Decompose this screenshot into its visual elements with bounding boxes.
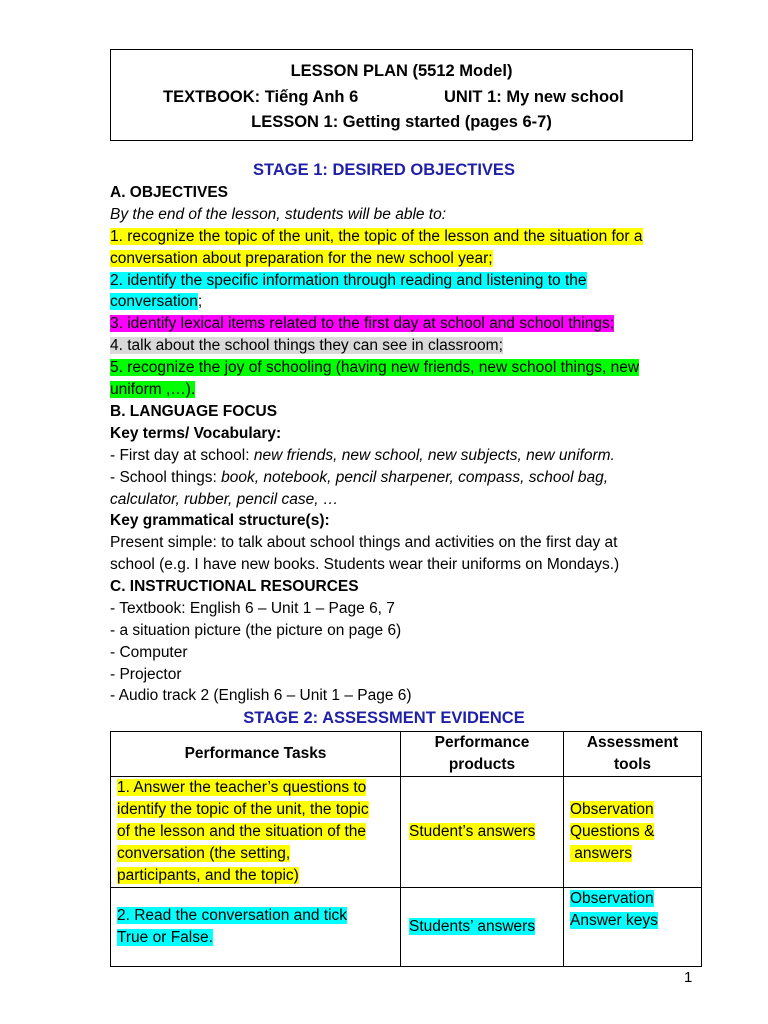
task-1-line: identify the topic of the unit, the topic bbox=[117, 801, 369, 818]
product-1-text: Student’s answers bbox=[409, 823, 536, 840]
unit-label: UNIT 1: My new school bbox=[444, 88, 624, 106]
vocabulary-1-items: new friends, new school, new subjects, new uniform. bbox=[253, 447, 615, 464]
task-cell-2 bbox=[111, 888, 401, 967]
objective-1-text-a: 1. recognize the topic of the unit, the topic of the lesson and the situation for a bbox=[110, 228, 643, 245]
task-1-line: of the lesson and the situation of the bbox=[117, 823, 367, 840]
stage1-title: STAGE 1: DESIRED OBJECTIVES bbox=[253, 161, 515, 179]
product-cell-1 bbox=[401, 777, 564, 888]
objective-1-line-b bbox=[110, 249, 493, 269]
product-2-text: Students’ answers bbox=[409, 918, 536, 935]
objective-5-line-a bbox=[110, 358, 639, 378]
resource-textbook: - Textbook: English 6 – Unit 1 – Page 6, 7 bbox=[110, 600, 395, 617]
task-2-line: 2. Read the conversation and tick bbox=[117, 907, 348, 924]
objective-5-text-a: 5. recognize the joy of schooling (having new friends, new school things, new bbox=[110, 359, 640, 376]
vocabulary-1-label: - First day at school: bbox=[110, 447, 254, 464]
task-cell-1 bbox=[111, 777, 401, 888]
objective-1-text-b: conversation about preparation for the new school year; bbox=[110, 250, 493, 267]
textbook-label: TEXTBOOK: Tiếng Anh 6 bbox=[163, 88, 359, 106]
vocabulary-2-items-a: book, notebook, pencil sharpener, compass, school bag, bbox=[221, 469, 609, 486]
vocabulary-2-items-b: calculator, rubber, pencil case, … bbox=[110, 491, 339, 508]
objective-2-line-a bbox=[110, 271, 587, 291]
stage2-title: STAGE 2: ASSESSMENT EVIDENCE bbox=[243, 709, 525, 727]
header-assessment-tools bbox=[564, 732, 702, 777]
tools-1-line: Observation bbox=[570, 801, 654, 818]
language-focus-heading: B. LANGUAGE FOCUS bbox=[110, 403, 278, 420]
tools-cell-1 bbox=[564, 777, 702, 888]
page-number: 1 bbox=[684, 969, 693, 986]
header-tools-line-a: Assessment bbox=[586, 734, 679, 751]
objective-2-text-b: conversation bbox=[110, 293, 198, 310]
resource-picture: - a situation picture (the picture on page 6) bbox=[110, 622, 402, 639]
header-tools-line-b: tools bbox=[613, 756, 652, 773]
assessment-table bbox=[110, 731, 702, 967]
objective-2-punct: ; bbox=[197, 293, 203, 310]
table-row bbox=[111, 777, 702, 888]
grammar-line-b: school (e.g. I have new books. Students wear their uniforms on Mondays.) bbox=[110, 556, 620, 573]
vocabulary-2-label: - School things: bbox=[110, 469, 222, 486]
header-products-line-b: products bbox=[448, 756, 516, 773]
vocabulary-heading: Key terms/ Vocabulary: bbox=[110, 425, 282, 442]
objective-5-text-b: uniform ,…). bbox=[110, 381, 196, 398]
objective-2-line-b bbox=[110, 292, 202, 312]
table-row bbox=[111, 888, 702, 967]
task-2-line: True or False. bbox=[117, 929, 213, 946]
objective-1-line-a bbox=[110, 227, 643, 247]
header-performance-tasks: Performance Tasks bbox=[111, 732, 401, 777]
objective-2-text-a: 2. identify the specific information through reading and listening to the bbox=[110, 272, 587, 289]
tools-cell-2 bbox=[564, 888, 702, 967]
objective-4-text: 4. talk about the school things they can see in classroom; bbox=[110, 337, 503, 354]
tools-1-line: answers bbox=[570, 845, 633, 862]
lesson-plan-title: LESSON PLAN (5512 Model) bbox=[290, 62, 513, 80]
objectives-intro: By the end of the lesson, students will be able to: bbox=[110, 206, 447, 223]
objective-4-line bbox=[110, 336, 503, 356]
grammar-line-a: Present simple: to talk about school things and activities on the first day at bbox=[110, 534, 618, 551]
task-1-line: conversation (the setting, bbox=[117, 845, 291, 862]
lesson-header-box bbox=[110, 49, 693, 141]
lesson-label: LESSON 1: Getting started (pages 6-7) bbox=[251, 113, 552, 131]
tools-1-line: Questions & bbox=[570, 823, 655, 840]
objective-5-line-b bbox=[110, 380, 195, 400]
header-performance-products bbox=[401, 732, 564, 777]
objectives-heading: A. OBJECTIVES bbox=[110, 184, 228, 201]
task-1-line: 1. Answer the teacher’s questions to bbox=[117, 779, 367, 796]
resource-computer: - Computer bbox=[110, 644, 188, 661]
grammar-heading: Key grammatical structure(s): bbox=[110, 512, 330, 529]
objective-3-line bbox=[110, 314, 614, 334]
header-products-line-a: Performance bbox=[434, 734, 530, 751]
vocabulary-line-2 bbox=[110, 468, 608, 488]
vocabulary-line-1 bbox=[110, 446, 615, 466]
assessment-header-row bbox=[111, 732, 702, 777]
tools-2-line: Answer keys bbox=[570, 912, 658, 929]
tools-2-line: Observation bbox=[570, 890, 654, 907]
resource-projector: - Projector bbox=[110, 666, 182, 683]
resource-audio: - Audio track 2 (English 6 – Unit 1 – Page 6) bbox=[110, 687, 412, 704]
resources-heading: C. INSTRUCTIONAL RESOURCES bbox=[110, 578, 359, 595]
task-1-line: participants, and the topic) bbox=[117, 867, 299, 884]
product-cell-2 bbox=[401, 888, 564, 967]
objective-3-text: 3. identify lexical items related to the first day at school and school things; bbox=[110, 315, 615, 332]
